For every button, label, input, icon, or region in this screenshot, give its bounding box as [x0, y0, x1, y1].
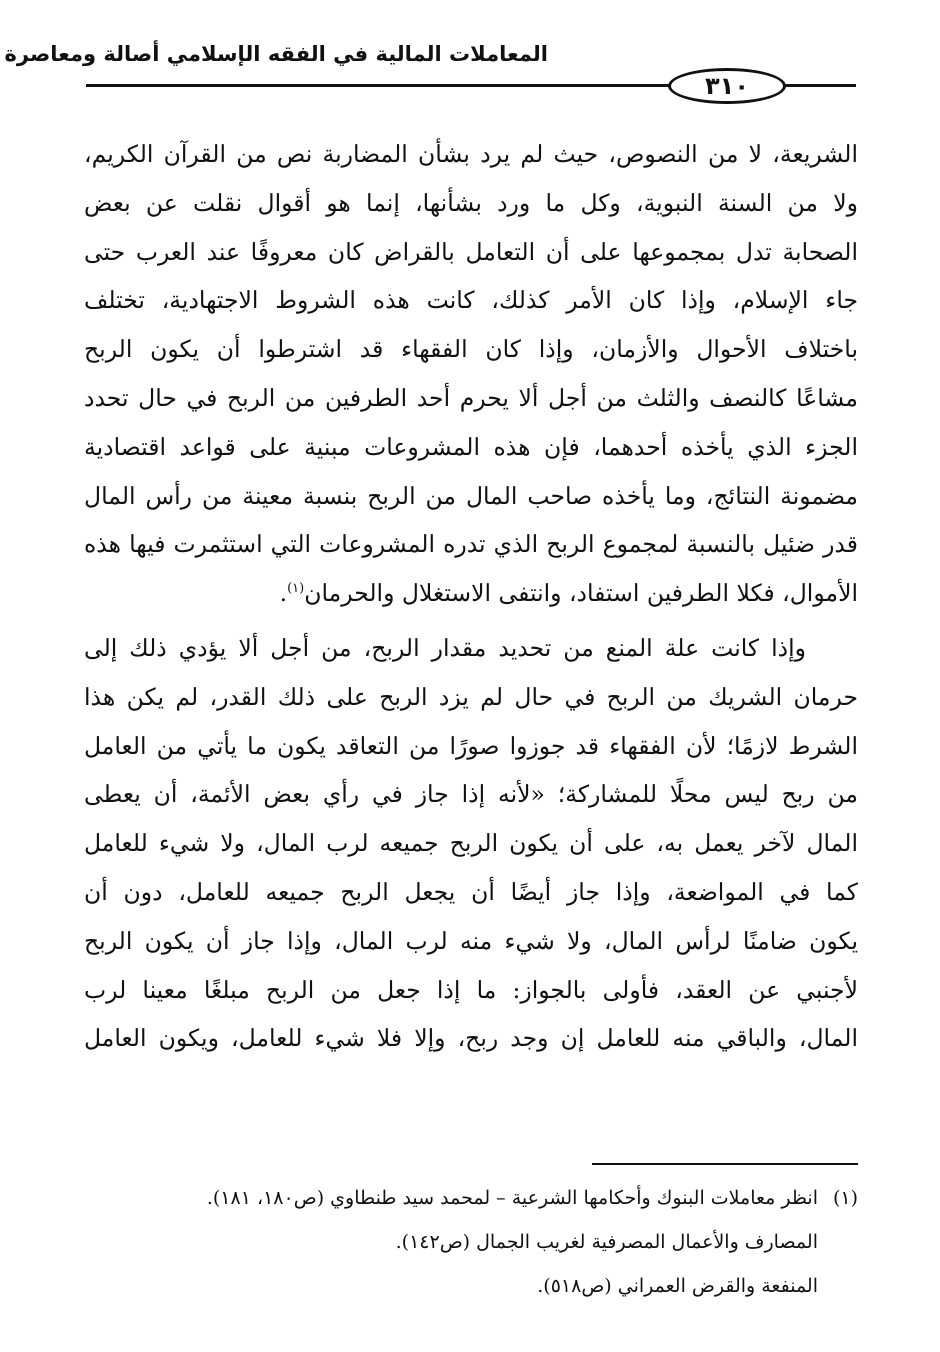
paragraph-end-period: . [279, 579, 288, 608]
text-line: كما في المواضعة، وإذا جاز أيضًا أن يجعل الربح جميعه للعامل، دون أن [84, 877, 858, 906]
paragraph-end-text: الأموال، فكلا الطرفين استفاد، وانتفى الاستغلال والحرمان [304, 579, 858, 608]
footnote-number: (١) [832, 1187, 858, 1209]
text-line: حرمان الشريك من الربح في حال لم يزد الربح على ذلك القدر، لم يكن هذا [84, 682, 858, 711]
text-line: المال، والباقي منه للعامل إن وجد ربح، وإلا فلا شيء للعامل، ويكون العامل [84, 1024, 858, 1053]
text-line: الجزء الذي يأخذه أحدهما، فإن هذه المشروعات مبنية على قواعد اقتصادية [84, 432, 858, 461]
footnote-text: انظر معاملات البنوك وأحكامها الشرعية – لمحمد سيد طنطاوي (ص١٨٠، ١٨١). [206, 1187, 818, 1209]
text-line: مضمونة النتائج، وما يأخذه صاحب المال من الربح بنسبة معينة من رأس المال [84, 481, 858, 510]
text-line: من ربح ليس محلًا للمشاركة؛ «لأنه إذا جاز في رأي بعض الأئمة، أن يعطى [84, 780, 858, 809]
footnotes [84, 1176, 858, 1308]
text-line: باختلاف الأحوال والأزمان، وإذا كان الفقهاء قد اشترطوا أن يكون الربح [84, 335, 858, 364]
text-line: الشريعة، لا من النصوص، حيث لم يرد بشأن المضاربة نص من القرآن الكريم، [84, 140, 858, 168]
body-text [84, 130, 858, 1063]
footnote-line [84, 1176, 858, 1220]
text-line: يكون ضامنًا لرأس المال، ولا شيء منه لرب المال، وإذا جاز أن يكون الربح [84, 926, 858, 955]
text-line: المال لآخر يعمل به، على أن يكون الربح جميعه لرب المال، ولا شيء للعامل [84, 829, 858, 858]
text-line-indented: وإذا كانت علة المنع من تحديد مقدار الربح، من أجل ألا يؤدي ذلك إلى [84, 633, 806, 662]
text-line: ولا من السنة النبوية، وكل ما ورد بشأنها، إنما هو أقوال نقلت عن بعض [84, 188, 858, 217]
text-line: مشاعًا كالنصف والثلث من أجل ألا يحرم أحد الطرفين من الربح في حال تحدد [84, 383, 858, 412]
text-line: الشرط لازمًا؛ لأن الفقهاء قد جوزوا صورًا من التعاقد يكون ما يأتي من العامل [84, 731, 858, 760]
running-title: المعاملات المالية في الفقه الإسلامي أصالة ومعاصرة [4, 42, 548, 66]
page-number: ٣١٠ [668, 68, 786, 104]
text-line: لأجنبي عن العقد، فأولى بالجواز: ما إذا جعل من الربح مبلغًا معينا لرب [84, 975, 858, 1004]
text-line: جاء الإسلام، وإذا كان الأمر كذلك، كانت هذه الشروط الاجتهادية، تختلف [84, 286, 858, 315]
footnote-reference[interactable]: (١) [287, 581, 305, 597]
text-line-last [84, 569, 858, 618]
footnote-line: المنفعة والقرض العمراني (ص٥١٨). [537, 1275, 818, 1297]
text-line: قدر ضئيل بالنسبة لمجموع الربح الذي تدره المشروعات التي استثمرت فيها هذه [84, 530, 858, 559]
footnote-separator [592, 1163, 858, 1165]
text-line: الصحابة تدل بمجموعها على أن التعامل بالقراض كان معروفًا عند العرب حتى [84, 237, 858, 266]
footnote-line: المصارف والأعمال المصرفية لغريب الجمال (ص١٤٢). [395, 1231, 818, 1253]
